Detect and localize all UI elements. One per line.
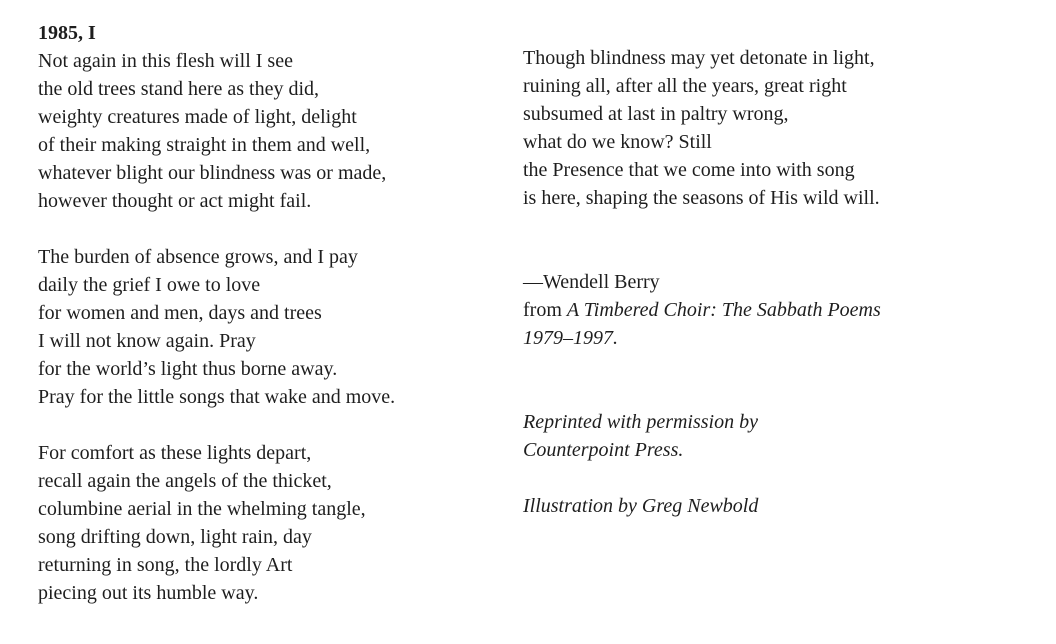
illustration-credit-line: Illustration by Greg Newbold — [523, 495, 759, 517]
poem-line: the Presence that we come into with song — [523, 159, 855, 181]
source-prefix: from — [523, 299, 567, 321]
stanza-1 — [38, 47, 510, 215]
poem-line: for the world’s light thus borne away. — [38, 358, 338, 380]
poem-line: however thought or act might fail. — [38, 190, 312, 212]
poem-title: 1985, I — [38, 22, 96, 44]
poem-line: is here, shaping the seasons of His wild will. — [523, 187, 880, 209]
poem-line: recall again the angels of the thicket, — [38, 470, 332, 492]
author-line: —Wendell Berry — [523, 271, 660, 293]
poem-line: returning in song, the lordly Art — [38, 554, 293, 576]
source-title: A Timbered Choir: The Sabbath Poems — [566, 299, 881, 321]
poem-line: Not again in this flesh will I see — [38, 50, 293, 72]
poem-line: The burden of absence grows, and I pay — [38, 246, 358, 268]
source-line — [523, 296, 1003, 324]
poem-line: piecing out its humble way. — [38, 582, 259, 604]
poem-line: whatever blight our blindness was or made, — [38, 162, 387, 184]
poem-line: daily the grief I owe to love — [38, 274, 261, 296]
poem-line: ruining all, after all the years, great right — [523, 75, 847, 97]
attribution-block — [523, 268, 1003, 352]
poem-line: weighty creatures made of light, delight — [38, 106, 357, 128]
poem-line: columbine aerial in the whelming tangle, — [38, 498, 366, 520]
stanza-2 — [38, 243, 510, 411]
poem-line: of their making straight in them and well, — [38, 134, 371, 156]
poem-line: Though blindness may yet detonate in light, — [523, 47, 875, 69]
poem-line: for women and men, days and trees — [38, 302, 322, 324]
poem-line: I will not know again. Pray — [38, 330, 256, 352]
stanza-4 — [523, 44, 1003, 212]
poem-line: the old trees stand here as they did, — [38, 78, 320, 100]
poem-line: For comfort as these lights depart, — [38, 442, 312, 464]
poem-right-column — [523, 44, 1003, 520]
poem-line: Pray for the little songs that wake and move. — [38, 386, 396, 408]
permission-line: Counterpoint Press. — [523, 439, 684, 461]
permission-block — [523, 408, 1003, 464]
stanza-3 — [38, 439, 510, 607]
poem-line: what do we know? Still — [523, 131, 712, 153]
poem-line: song drifting down, light rain, day — [38, 526, 312, 548]
poem-line: subsumed at last in paltry wrong, — [523, 103, 789, 125]
poem-left-column — [38, 19, 510, 607]
source-years: 1979–1997. — [523, 327, 618, 349]
permission-line: Reprinted with permission by — [523, 411, 758, 433]
illustration-credit-block — [523, 492, 1003, 520]
